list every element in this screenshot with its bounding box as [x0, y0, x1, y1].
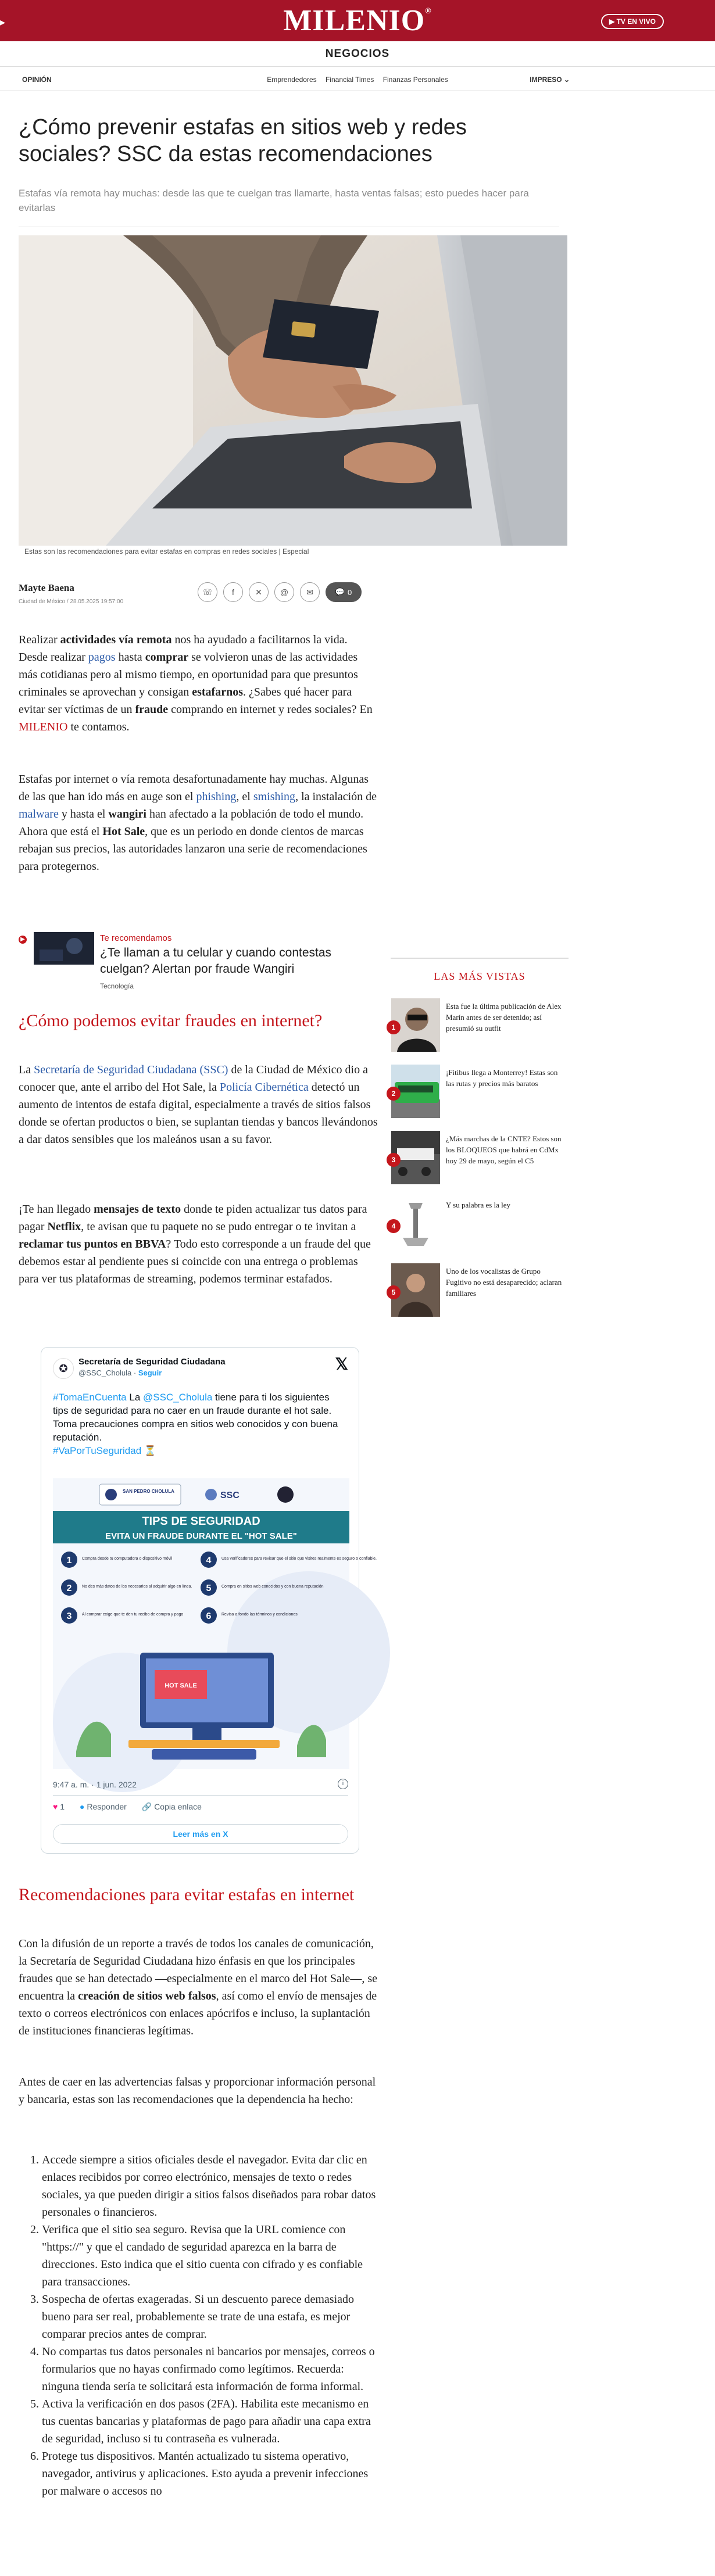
- section-heading: Recomendaciones para evitar estafas en internet: [19, 1885, 355, 1904]
- paragraph-5: Con la difusión de un reporte a través de todos los canales de comunicación, la Secretaría de Seguridad Ciudadana hizo énfasis en que los principales fraudes que se han detectado —especialmente en el marco del Hot Sale—, se encuentra la creación de sitios web falsos, así como el envío de mensajes de texto o correos electrónicos con enlaces apócrifos e incluso, la suplantación de instituciones financieras legítimas.: [19, 1937, 377, 2037]
- recommended-thumbnail[interactable]: [34, 932, 94, 965]
- tweet-author-name[interactable]: Secretaría de Seguridad Ciudadana: [78, 1357, 226, 1367]
- tips-banner-1: TIPS DE SEGURIDAD: [142, 1515, 260, 1528]
- tweet-embed[interactable]: [41, 1347, 377, 1854]
- svg-text:6: 6: [206, 1611, 212, 1621]
- hot-sale-screen: HOT SALE: [165, 1682, 197, 1689]
- recommended-category[interactable]: Tecnología: [100, 982, 134, 990]
- comment-icon: 💬: [335, 587, 345, 596]
- divider: [53, 1795, 348, 1796]
- most-viewed-text[interactable]: Y su palabra es la ley: [446, 1201, 511, 1209]
- section-title[interactable]: NEGOCIOS: [0, 41, 715, 67]
- link-pagos[interactable]: pagos: [88, 651, 116, 664]
- paragraph-3: La Secretaría de Seguridad Ciudadana (SSC) de la Ciudad de México dio a conocer que, ante el arribo del Hot Sale, la Policía Cibernética detectó un aumento de intentos de estafa digital, especialmente a través de sitios falsos donde se ofertan productos o bien, se suplantan tiendas y bancos llevándonos a dar datos sensibles que los maleános usan a su favor.: [19, 1063, 378, 1146]
- paragraph-4: ¡Te han llegado mensajes de texto donde te piden actualizar tus datos para pagar Netflix, te avisan que tu paquete no se pudo entregar o te invitan a reclamar tus puntos en BBVA? Todo esto corresponde a un fraude del que debemos estar al pendiente pues si coincide con una entrega o problemas para ver tus plataformas de streaming, podemos terminar estafados.: [19, 1203, 371, 1285]
- rank-badge: 5: [387, 1285, 401, 1299]
- whatsapp-icon[interactable]: ☏: [198, 582, 217, 602]
- svg-text:Compra desde tu computadora o: Compra desde tu computadora o dispositivo móvil: [82, 1557, 173, 1561]
- logo-text-1: SAN PEDRO CHOLULA: [123, 1489, 174, 1494]
- hashtag-link[interactable]: #VaPorTuSeguridad: [53, 1445, 142, 1456]
- rank-badge: 2: [387, 1087, 401, 1101]
- info-icon[interactable]: i: [338, 1779, 348, 1789]
- copy-link-button[interactable]: 🔗 Copia enlace: [141, 1802, 202, 1811]
- nav-opinion[interactable]: OPINIÓN: [22, 76, 52, 84]
- svg-text:Al comprar exige que te den tu: Al comprar exige que te den tu recibo de compra y pago: [82, 1613, 184, 1617]
- tweet-timestamp[interactable]: 9:47 a. m. · 1 jun. 2022: [53, 1780, 137, 1789]
- svg-text:No des más datos de los necesa: No des más datos de los necesarios al adquirir algo en línea.: [82, 1585, 192, 1589]
- tips-banner-2: EVITA UN FRAUDE DURANTE EL "HOT SALE": [105, 1531, 297, 1541]
- link-malware[interactable]: malware: [19, 808, 59, 821]
- sub-navigation: [0, 67, 715, 91]
- reply-button[interactable]: ● Responder: [80, 1802, 127, 1811]
- svg-text:2: 2: [66, 1583, 72, 1593]
- most-viewed-text[interactable]: Esta fue la última publicación de Alex Marín antes de ser detenido; así presumió su outfit: [446, 1002, 562, 1033]
- most-viewed-text[interactable]: ¿Más marchas de la CNTE? Estos son los BLOQUEOS que habrá en CdMx hoy 29 de mayo, según el C5: [446, 1134, 562, 1165]
- svg-text:3: 3: [66, 1611, 72, 1621]
- most-viewed-item[interactable]: [387, 1065, 570, 1120]
- menu-icon[interactable]: ▸: [0, 16, 6, 28]
- x-logo-icon[interactable]: 𝕏: [335, 1355, 348, 1373]
- link-policia-cibernetica[interactable]: Policía Cibernética: [219, 1081, 309, 1094]
- list-item: 5. Activa la verificación en dos pasos (2FA). Habilita este mecanismo en tus cuentas bancarias y plataformas de pago para añadir una capa extra de seguridad, incluso si tu contraseña es vulnerada.: [42, 2395, 379, 2448]
- tweet-text: #TomaEnCuenta La @SSC_Cholula tiene para ti los siguientes tips de seguridad para no caer en un fraude durante el hot sale. Toma precauciones compra en sitios web conocidos y con buena reputación. #VaPorTuSeguridad ⏳: [53, 1392, 338, 1456]
- list-item: 4. No compartas tus datos personales ni bancarios por mensajes, correos o formularios que no hayas confirmado como legítimos. Recuerda: ninguna tienda sería te solicitará esta información de forma informal.: [42, 2343, 379, 2395]
- tweet-author-handle: @SSC_Cholula · Seguir: [78, 1368, 162, 1377]
- article-lead: Estafas vía remota hay muchas: desde las que te cuelgan tras llamarte, hasta ventas falsas; esto puedes hacer para evitarlas: [19, 186, 559, 227]
- recommended-label: Te recomendamos: [100, 933, 172, 943]
- hourglass-icon: ⏳: [144, 1445, 157, 1456]
- rank-badge: 3: [387, 1153, 401, 1167]
- x-icon[interactable]: ✕: [249, 582, 269, 602]
- paragraph-1: Realizar actividades vía remota nos ha ayudado a facilitarnos la vida. Desde realizar pagos hasta comprar se volvieron unas de las actividades más cotidianas pero al mismo tiempo, en oportunidad para que presuntos criminales se aprovechan y consigan estafarnos. ¿Sabes qué hacer para evitar ser víctimas de un fraude comprando en internet y redes sociales? En MILENIO te contamos.: [19, 633, 373, 733]
- live-tv-button[interactable]: ▶ TV EN VIVO: [601, 14, 664, 29]
- svg-text:Revisa a fondo las términos y: Revisa a fondo las términos y condiciones: [221, 1613, 298, 1617]
- nav-finanzas-personales[interactable]: Finanzas Personales: [382, 76, 448, 84]
- chevron-down-icon: ⌄: [563, 76, 570, 84]
- tweet-actions: [53, 1802, 202, 1812]
- hero-image[interactable]: [19, 235, 567, 546]
- recommended-title[interactable]: ¿Te llaman a tu celular y cuando contestas cuelgan? Alertan por fraude Wangiri: [100, 946, 332, 976]
- nav-impreso[interactable]: IMPRESO ⌄: [530, 76, 570, 84]
- svg-text:4: 4: [206, 1556, 212, 1565]
- most-viewed-item[interactable]: [387, 1131, 570, 1187]
- nav-financial-times[interactable]: Financial Times: [325, 76, 374, 84]
- mention-link[interactable]: @SSC_Cholula: [143, 1392, 213, 1403]
- threads-icon[interactable]: @: [274, 582, 294, 602]
- site-logo[interactable]: MILENIO®: [283, 4, 432, 37]
- list-item: 6. Protege tus dispositivos. Mantén actualizado tu sistema operativo, navegador, antivirus y aplicaciones. Esto ayuda a prevenir infecciones por malware o accesos no: [42, 2448, 379, 2500]
- paragraph-6: Antes de caer en las advertencias falsas y proporcionar información personal y bancaria, estas son las recomendaciones que la dependencia ha hecho:: [19, 2076, 376, 2106]
- image-caption: Estas son las recomendaciones para evitar estafas en compras en redes sociales | Especial: [24, 547, 309, 556]
- link-ssc[interactable]: Secretaría de Seguridad Ciudadana (SSC): [34, 1063, 228, 1076]
- reply-icon: ●: [80, 1802, 85, 1811]
- heart-icon: ♥: [53, 1802, 58, 1811]
- logo-text-2: SSC: [220, 1491, 239, 1500]
- author-name[interactable]: Mayte Baena: [19, 582, 74, 593]
- section-heading: ¿Cómo podemos evitar fraudes en internet?: [19, 1011, 323, 1030]
- svg-text:Compra en sitios web conocidos: Compra en sitios web conocidos y con buena reputación: [221, 1585, 324, 1589]
- play-icon: ▶: [609, 17, 617, 26]
- svg-text:5: 5: [206, 1583, 212, 1593]
- play-icon: ▶: [19, 936, 27, 944]
- svg-text:Usa verificadores para revisar: Usa verificadores para revisar que el sitio que visites realmente es seguro o confiable.: [221, 1557, 377, 1561]
- top-bar: [0, 0, 715, 41]
- comments-button[interactable]: 💬 0: [326, 582, 362, 602]
- tweet-image[interactable]: [53, 1478, 377, 1769]
- paragraph-2: Estafas por internet o vía remota desafortunadamente hay muchas. Algunas de las que han ido más en auge son el phishing, el smishing, la instalación de malware y hasta el wangiri han afectado a la población de todo el mundo. Ahora que está el Hot Sale, que es un periodo en donde cientos de marcas rebajan sus precios, las autoridades lanzaron una serie de recomendaciones para protegernos.: [19, 773, 377, 873]
- svg-text:1: 1: [66, 1556, 72, 1565]
- most-viewed-text[interactable]: Uno de los vocalistas de Grupo Fugitivo no está desaparecido; aclaran familiares: [446, 1267, 562, 1298]
- facebook-icon[interactable]: f: [223, 582, 243, 602]
- most-viewed-item[interactable]: [387, 1197, 570, 1253]
- share-bar: [198, 582, 362, 602]
- hashtag-link[interactable]: #TomaEnCuenta: [53, 1392, 127, 1403]
- recommendations-list: [19, 2151, 379, 2500]
- like-button[interactable]: ♥ 1: [53, 1802, 65, 1811]
- email-icon[interactable]: ✉: [300, 582, 320, 602]
- most-viewed-title: LAS MÁS VISTAS: [391, 958, 569, 983]
- most-viewed-item[interactable]: [387, 1263, 570, 1319]
- most-viewed-item[interactable]: [387, 998, 570, 1054]
- avatar[interactable]: ✪: [53, 1358, 74, 1379]
- link-smishing[interactable]: smishing: [253, 790, 296, 803]
- list-item: 1. Accede siempre a sitios oficiales desde el navegador. Evita dar clic en enlaces recibidos por correo electrónico, mensajes de texto o redes sociales, ya que pueden dirigir a sitios falsos diseñados para robar datos personales o financieros.: [42, 2151, 379, 2221]
- list-item: 2. Verifica que el sitio sea seguro. Revisa que la URL comience con "https://" y que el candado de seguridad aparezca en la barra de direcciones. Esto indica que el sitio cuenta con cifrado y es confiable para transacciones.: [42, 2221, 379, 2291]
- dateline: Ciudad de México / 28.05.2025 19:57:00: [19, 599, 124, 605]
- most-viewed-text[interactable]: ¡Fitibus llega a Monterrey! Estas son las rutas y precios más baratos: [446, 1068, 558, 1088]
- page-title: ¿Cómo prevenir estafas en sitios web y redes sociales? SSC da estas recomendaciones: [19, 115, 467, 166]
- read-more-on-x-button[interactable]: Leer más en X: [53, 1824, 348, 1844]
- recommended-card[interactable]: [19, 932, 379, 998]
- list-item: 3. Sospecha de ofertas exageradas. Si un descuento parece demasiado bueno para ser real, probablemente se trate de una estafa, es mejor comparar precios antes de comprar.: [42, 2291, 379, 2343]
- link-icon: 🔗: [141, 1802, 152, 1811]
- rank-badge: 4: [387, 1219, 401, 1233]
- follow-link[interactable]: Seguir: [138, 1368, 162, 1377]
- link-milenio[interactable]: MILENIO: [19, 721, 68, 733]
- rank-badge: 1: [387, 1020, 401, 1034]
- link-phishing[interactable]: phishing: [196, 790, 237, 803]
- nav-emprendedores[interactable]: Emprendedores: [267, 76, 317, 84]
